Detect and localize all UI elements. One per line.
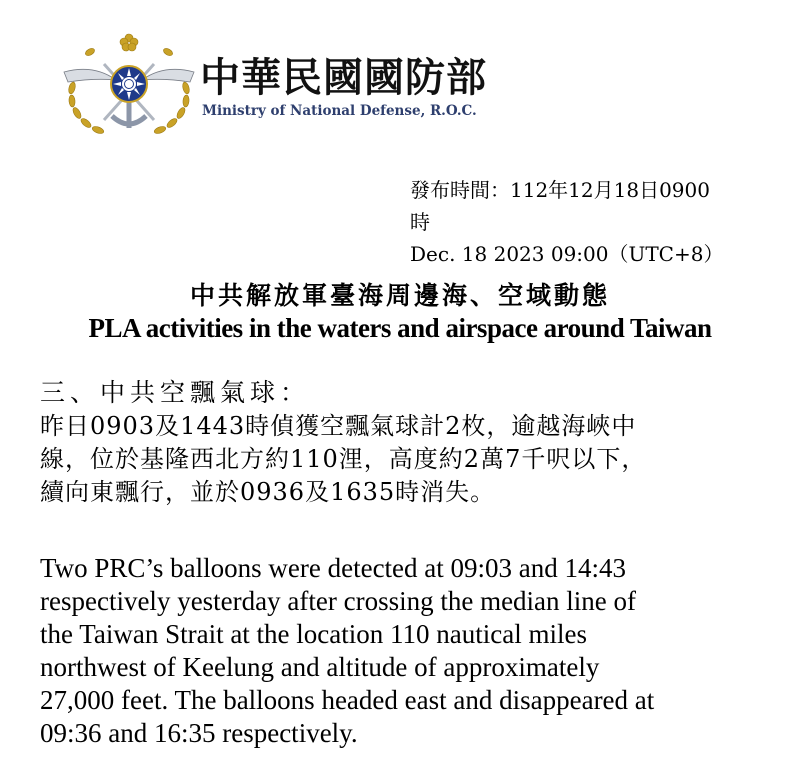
body-line: 09:36 and 16:35 respectively.	[40, 718, 358, 748]
body-line: the Taiwan Strait at the location 110 nautical miles	[40, 619, 587, 649]
body-line: 27,000 feet. The balloons headed east and disappeared at	[40, 685, 655, 715]
release-time-line: Dec. 18 2023 09:00（UTC+8）	[410, 242, 724, 266]
org-name-zh: 中華民國國防部	[200, 55, 487, 101]
org-name-en: Ministry of National Defense, R.O.C.	[202, 103, 477, 119]
section-heading: 三、中共空飄氣球：	[40, 378, 311, 407]
body-text-zh	[40, 410, 780, 509]
release-time	[410, 174, 723, 270]
page-title-zh: 中共解放軍臺海周邊海、空域動態	[189, 281, 610, 310]
body-line: 昨日0903及1443時偵獲空飄氣球計2枚，逾越海峽中	[40, 412, 637, 440]
page-title-en: PLA activities in the waters and airspace around Taiwan	[88, 313, 712, 343]
body-line: Two PRC’s balloons were detected at 09:03 and 14:43	[40, 553, 627, 583]
body-text-en	[40, 552, 790, 750]
body-line: 續向東飄行，並於0936及1635時消失。	[40, 478, 496, 506]
body-line: 線，位於基隆西北方約110浬，高度約2萬7千呎以下，	[40, 445, 647, 473]
body-line: northwest of Keelung and altitude of approximately	[40, 652, 600, 682]
release-time-line: 時	[410, 210, 430, 234]
body-line: respectively yesterday after crossing the median line of	[40, 586, 637, 616]
mnd-emblem-icon	[54, 28, 204, 146]
release-time-line: 發布時間：112年12月18日0900	[410, 178, 710, 202]
